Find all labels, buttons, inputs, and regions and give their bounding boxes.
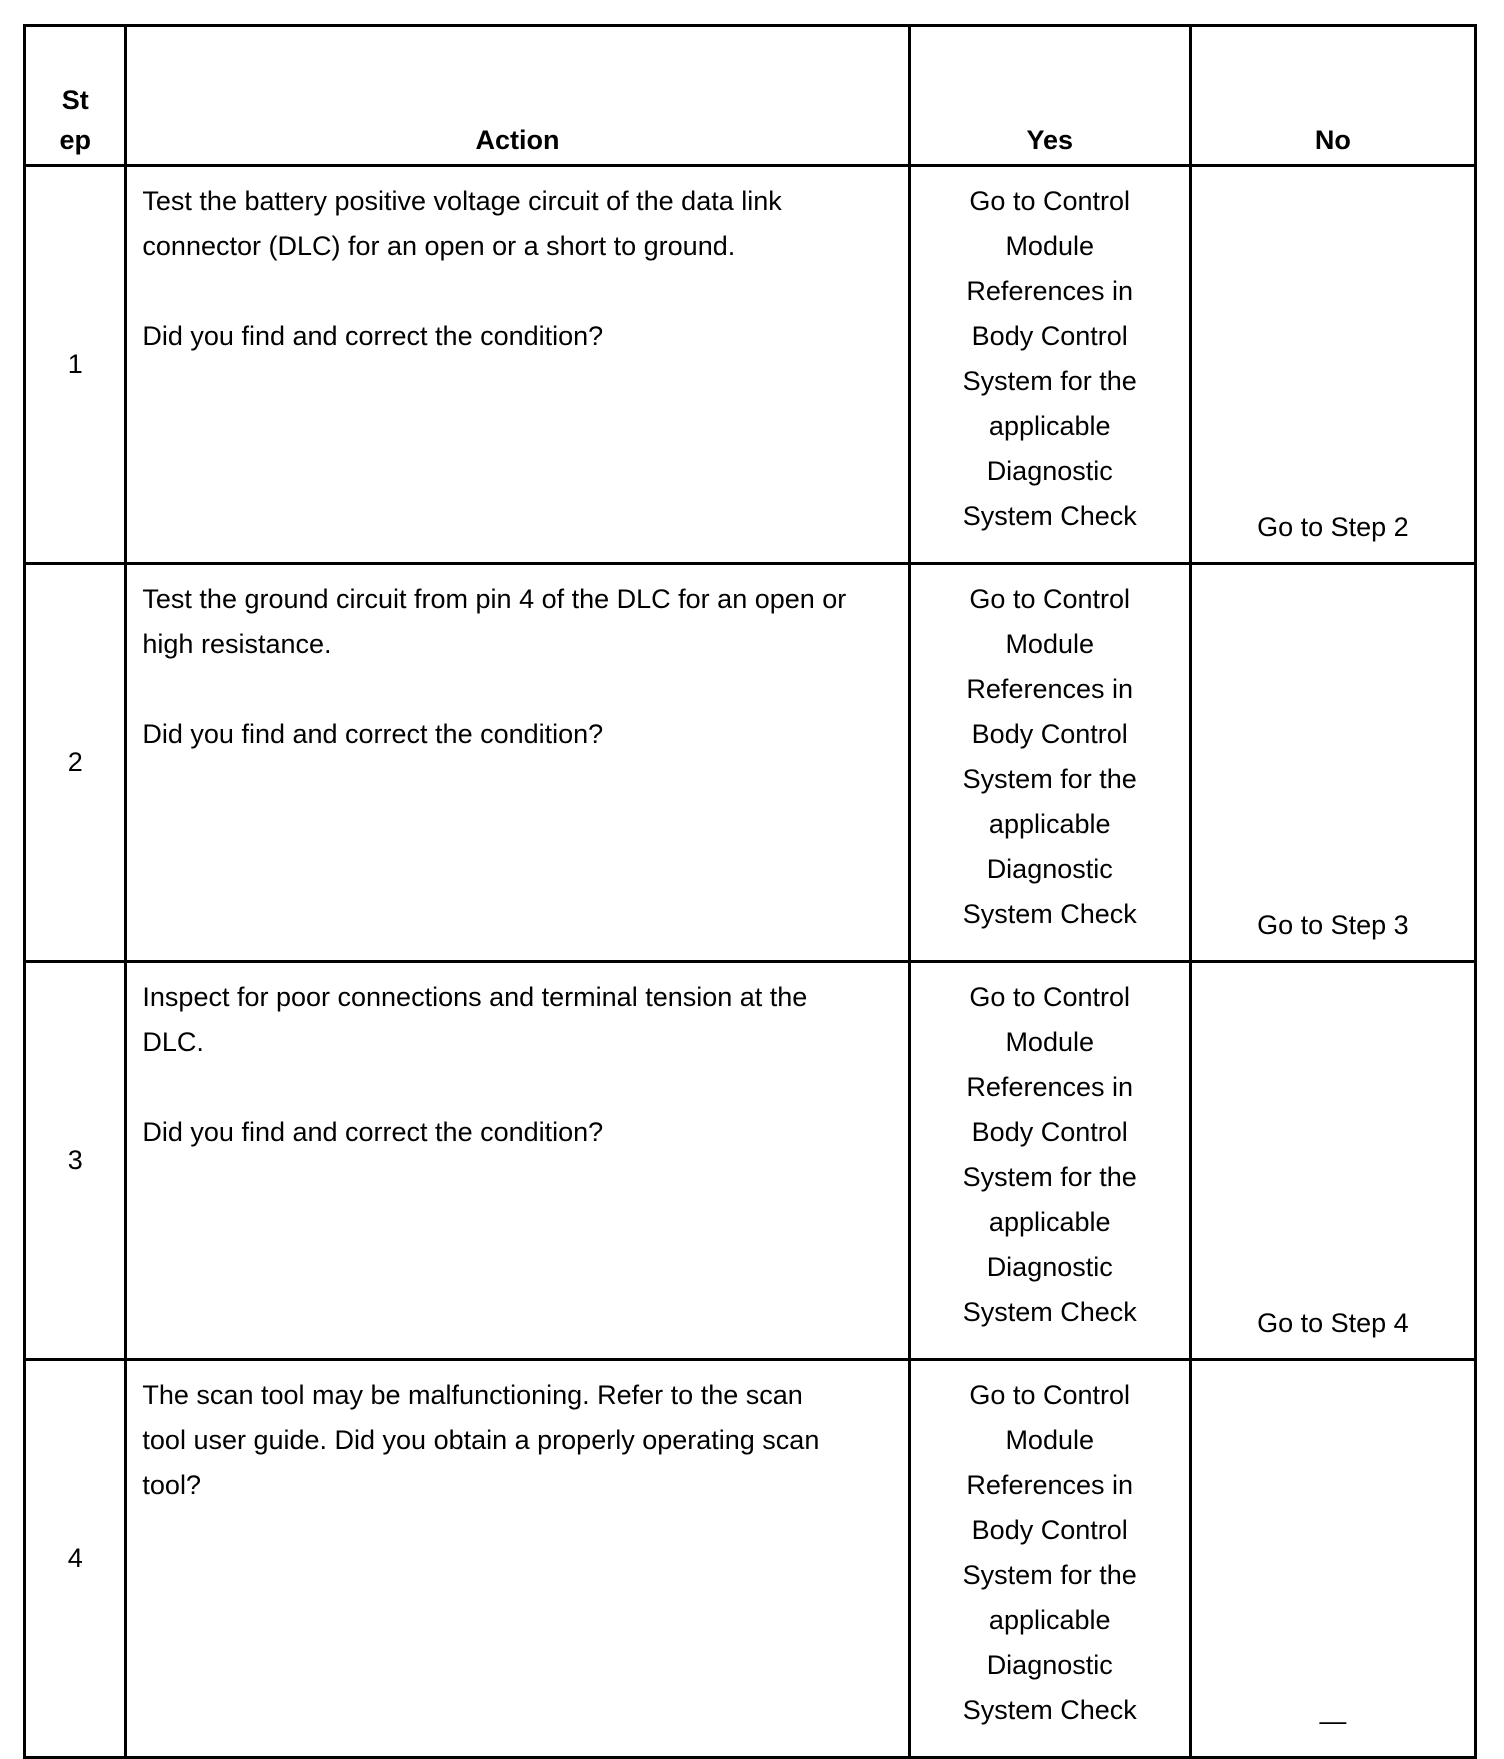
no-result: Go to Step 2 bbox=[1190, 166, 1475, 564]
yes-line: Go to Control bbox=[969, 982, 1130, 1012]
yes-line: System for the bbox=[962, 1560, 1137, 1590]
yes-line: Body Control bbox=[971, 1515, 1128, 1545]
yes-line: Go to Control bbox=[969, 584, 1130, 614]
header-yes: Yes bbox=[909, 26, 1190, 166]
yes-line: applicable bbox=[988, 1207, 1111, 1237]
action-text: The scan tool may be malfunctioning. Refer to the scan tool user guide. Did you obtain a properly operating scan tool? bbox=[126, 1360, 909, 1758]
yes-line: Diagnostic bbox=[986, 854, 1113, 884]
header-action: Action bbox=[126, 26, 909, 166]
table-row bbox=[25, 1360, 1476, 1758]
no-result: — bbox=[1190, 1360, 1475, 1758]
yes-line: References in bbox=[966, 674, 1134, 704]
table-body bbox=[25, 166, 1476, 1758]
yes-result bbox=[909, 962, 1190, 1360]
yes-line: Body Control bbox=[971, 1117, 1128, 1147]
yes-line: System Check bbox=[962, 1695, 1137, 1725]
no-result: Go to Step 4 bbox=[1190, 962, 1475, 1360]
step-number: 3 bbox=[25, 962, 126, 1360]
action-text: Test the battery positive voltage circuit of the data link connector (DLC) for an open or a short to ground. Did you find and correct the condition? bbox=[126, 166, 909, 564]
header-step-line1: St bbox=[61, 85, 89, 115]
yes-line: System Check bbox=[962, 501, 1137, 531]
yes-line: Diagnostic bbox=[986, 1650, 1113, 1680]
table-row bbox=[25, 962, 1476, 1360]
yes-line: References in bbox=[966, 1072, 1134, 1102]
yes-line: applicable bbox=[988, 411, 1111, 441]
table-row bbox=[25, 564, 1476, 962]
yes-line: Body Control bbox=[971, 719, 1128, 749]
yes-result bbox=[909, 564, 1190, 962]
yes-line: References in bbox=[966, 276, 1134, 306]
yes-line: Go to Control bbox=[969, 186, 1130, 216]
yes-line: System for the bbox=[962, 764, 1137, 794]
yes-result bbox=[909, 166, 1190, 564]
header-row bbox=[25, 26, 1476, 166]
yes-line: Module bbox=[1005, 629, 1094, 659]
yes-line: System for the bbox=[962, 366, 1137, 396]
yes-line: Diagnostic bbox=[986, 456, 1113, 486]
header-step bbox=[25, 26, 126, 166]
yes-line: Go to Control bbox=[969, 1380, 1130, 1410]
header-step-line2: ep bbox=[59, 125, 91, 155]
yes-line: References in bbox=[966, 1470, 1134, 1500]
yes-line: Module bbox=[1005, 231, 1094, 261]
header-no: No bbox=[1190, 26, 1475, 166]
action-text: Test the ground circuit from pin 4 of the DLC for an open or high resistance. Did you find and correct the condition? bbox=[126, 564, 909, 962]
yes-line: applicable bbox=[988, 809, 1111, 839]
diagnostic-table bbox=[23, 24, 1477, 1759]
yes-line: System Check bbox=[962, 1297, 1137, 1327]
table-row bbox=[25, 166, 1476, 564]
yes-line: applicable bbox=[988, 1605, 1111, 1635]
yes-line: Module bbox=[1005, 1027, 1094, 1057]
table-header bbox=[25, 26, 1476, 166]
yes-line: Diagnostic bbox=[986, 1252, 1113, 1282]
yes-result bbox=[909, 1360, 1190, 1758]
yes-line: Body Control bbox=[971, 321, 1128, 351]
step-number: 1 bbox=[25, 166, 126, 564]
yes-line: System for the bbox=[962, 1162, 1137, 1192]
step-number: 2 bbox=[25, 564, 126, 962]
yes-line: System Check bbox=[962, 899, 1137, 929]
no-result: Go to Step 3 bbox=[1190, 564, 1475, 962]
action-text: Inspect for poor connections and terminal tension at the DLC. Did you find and correct the condition? bbox=[126, 962, 909, 1360]
yes-line: Module bbox=[1005, 1425, 1094, 1455]
step-number: 4 bbox=[25, 1360, 126, 1758]
